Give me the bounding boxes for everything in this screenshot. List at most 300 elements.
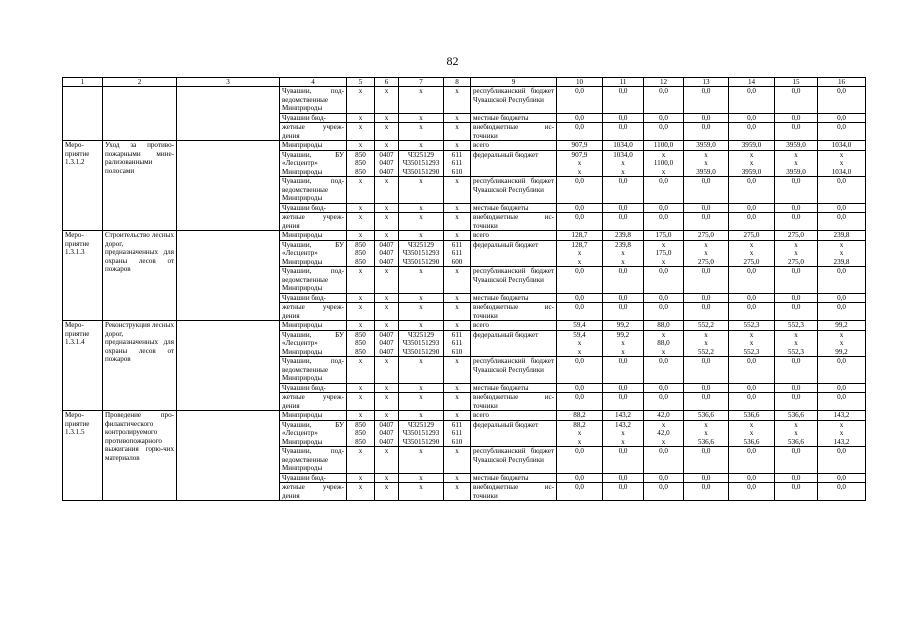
executor-cell: Чувашии, под-ведомственные Минприроды <box>280 177 347 204</box>
code-grbs: 850 850 850 <box>347 240 375 267</box>
value-cell: 0,0 <box>818 113 866 123</box>
value-cell: 0,0 <box>729 483 775 501</box>
value-cell: 0,0 <box>684 213 729 231</box>
funding-source: внебюджетные ис-точники <box>471 123 557 141</box>
value-cell: 0,0 <box>729 123 775 141</box>
value-cell: 0,0 <box>684 303 729 321</box>
empty-cell <box>177 231 280 321</box>
executor-cell: Чувашии бюд- <box>280 383 347 393</box>
value-cell: 0,0 <box>603 447 644 474</box>
code-grbs: x <box>347 411 375 421</box>
code-section: x <box>375 177 399 204</box>
value-cell: 0,0 <box>775 447 818 474</box>
value-cell: 0,0 <box>644 383 684 393</box>
value-cell: 536,6 <box>775 411 818 421</box>
value-cell: 0,0 <box>729 87 775 114</box>
funding-source: всего <box>471 321 557 331</box>
value-cell: x x 143,2 <box>818 420 866 447</box>
value-cell: 0,0 <box>729 113 775 123</box>
value-cell: 0,0 <box>603 87 644 114</box>
funding-source: внебюджетные ис-точники <box>471 483 557 501</box>
value-cell: 0,0 <box>775 87 818 114</box>
value-cell: x x 552,3 <box>729 330 775 357</box>
funding-source: местные бюджеты <box>471 473 557 483</box>
value-cell: 0,0 <box>684 483 729 501</box>
value-cell: 907,9 x x <box>557 150 603 177</box>
code-grbs: x <box>347 231 375 241</box>
value-cell: 175,0 <box>644 231 684 241</box>
column-number-row <box>63 78 866 87</box>
code-expense: x <box>444 231 471 241</box>
value-cell: 239,8 x x <box>603 240 644 267</box>
code-grbs: x <box>347 321 375 331</box>
measure-title: Реконструкция лесных дорог, предназначенных для охраны лесов от пожаров <box>103 321 177 411</box>
value-cell: 88,2 <box>557 411 603 421</box>
measure-title: Строительство лесных дорог, предназначенных для охраны лесов от пожаров <box>103 231 177 321</box>
value-cell: 88,2 x x <box>557 420 603 447</box>
code-target: x <box>399 203 444 213</box>
value-cell: 0,0 <box>644 177 684 204</box>
code-expense: 611 611 610 <box>444 420 471 447</box>
value-cell: 0,0 <box>818 123 866 141</box>
code-expense: x <box>444 383 471 393</box>
executor-cell: Чувашии, под-ведомственные Минприроды <box>280 357 347 384</box>
measure-number <box>63 87 103 141</box>
value-cell: 907,9 <box>557 141 603 151</box>
value-cell: 552,2 <box>684 321 729 331</box>
value-cell: 0,0 <box>603 473 644 483</box>
value-cell: 0,0 <box>684 203 729 213</box>
value-cell: 0,0 <box>557 177 603 204</box>
value-cell: 1034,0 x x <box>603 150 644 177</box>
value-cell: 0,0 <box>818 473 866 483</box>
value-cell: 0,0 <box>775 203 818 213</box>
value-cell: 0,0 <box>684 293 729 303</box>
value-cell: 0,0 <box>644 293 684 303</box>
code-grbs: 850 850 850 <box>347 330 375 357</box>
code-grbs: x <box>347 113 375 123</box>
executor-cell: Чувашии бюд- <box>280 113 347 123</box>
column-number-cell: 6 <box>375 78 399 87</box>
value-cell: 0,0 <box>603 303 644 321</box>
column-number-cell: 9 <box>471 78 557 87</box>
code-target: x <box>399 87 444 114</box>
column-number-cell: 1 <box>63 78 103 87</box>
value-cell: 0,0 <box>775 303 818 321</box>
value-cell: 0,0 <box>644 303 684 321</box>
value-cell: 0,0 <box>644 113 684 123</box>
code-target: x <box>399 231 444 241</box>
value-cell: x 175,0 x <box>644 240 684 267</box>
code-section: x <box>375 267 399 294</box>
value-cell: 0,0 <box>729 213 775 231</box>
value-cell: 0,0 <box>818 203 866 213</box>
code-section: x <box>375 483 399 501</box>
code-section: x <box>375 123 399 141</box>
value-cell: 0,0 <box>603 177 644 204</box>
value-cell: 0,0 <box>684 87 729 114</box>
column-number-cell: 2 <box>103 78 177 87</box>
measure-number: Меро-приятие 1.3.1.3 <box>63 231 103 321</box>
funding-source: местные бюджеты <box>471 203 557 213</box>
table-row <box>63 141 866 151</box>
value-cell: 0,0 <box>818 267 866 294</box>
value-cell: 552,3 <box>729 321 775 331</box>
executor-cell: Чувашии, под-ведомственные Минприроды <box>280 447 347 474</box>
code-grbs: x <box>347 357 375 384</box>
table-row <box>63 87 866 114</box>
executor-cell: Минприроды <box>280 321 347 331</box>
value-cell: 0,0 <box>644 267 684 294</box>
code-expense: x <box>444 123 471 141</box>
value-cell: 0,0 <box>775 123 818 141</box>
value-cell: x x 99,2 <box>818 330 866 357</box>
code-grbs: x <box>347 87 375 114</box>
code-grbs: x <box>347 383 375 393</box>
value-cell: 0,0 <box>644 213 684 231</box>
code-target: x <box>399 293 444 303</box>
value-cell: x x 552,3 <box>775 330 818 357</box>
executor-cell: Чувашии, под-ведомственные Минприроды <box>280 267 347 294</box>
code-section: x <box>375 411 399 421</box>
value-cell: 0,0 <box>818 357 866 384</box>
value-cell: 0,0 <box>557 383 603 393</box>
value-cell: 0,0 <box>729 383 775 393</box>
code-target: x <box>399 447 444 474</box>
column-number-cell: 8 <box>444 78 471 87</box>
code-section: 0407 0407 0407 <box>375 420 399 447</box>
column-number-cell: 14 <box>729 78 775 87</box>
value-cell: 59,4 <box>557 321 603 331</box>
funding-source: местные бюджеты <box>471 293 557 303</box>
executor-cell: Чувашии, БУ «Лесцентр» Минприроды <box>280 420 347 447</box>
code-target: x <box>399 123 444 141</box>
value-cell: 0,0 <box>557 447 603 474</box>
column-number-cell: 11 <box>603 78 644 87</box>
value-cell: 0,0 <box>557 267 603 294</box>
code-target: x <box>399 393 444 411</box>
code-grbs: x <box>347 293 375 303</box>
code-expense: 611 611 610 <box>444 330 471 357</box>
code-expense: x <box>444 393 471 411</box>
column-number-cell: 3 <box>177 78 280 87</box>
funding-source: федеральный бюджет <box>471 150 557 177</box>
funding-source: местные бюджеты <box>471 383 557 393</box>
measure-title: Проведение про-филактического контролируемого противопожарного выжигания горю-чих материалов <box>103 411 177 501</box>
value-cell: 0,0 <box>644 483 684 501</box>
value-cell: 0,0 <box>818 87 866 114</box>
value-cell: 0,0 <box>603 293 644 303</box>
code-expense: 611 611 610 <box>444 150 471 177</box>
value-cell: 42,0 <box>644 411 684 421</box>
value-cell: 239,8 <box>603 231 644 241</box>
funding-source: внебюджетные ис-точники <box>471 393 557 411</box>
value-cell: x x 275,0 <box>729 240 775 267</box>
column-number-cell: 4 <box>280 78 347 87</box>
value-cell: 99,2 x x <box>603 330 644 357</box>
code-expense: x <box>444 293 471 303</box>
column-number-cell: 12 <box>644 78 684 87</box>
value-cell: 0,0 <box>557 483 603 501</box>
value-cell: 0,0 <box>775 473 818 483</box>
code-section: x <box>375 203 399 213</box>
funding-source: федеральный бюджет <box>471 240 557 267</box>
value-cell: 0,0 <box>684 393 729 411</box>
value-cell: 0,0 <box>818 383 866 393</box>
value-cell: 536,6 <box>729 411 775 421</box>
value-cell: 1100,0 <box>644 141 684 151</box>
value-cell: 0,0 <box>557 303 603 321</box>
value-cell: 0,0 <box>729 177 775 204</box>
value-cell: 0,0 <box>644 357 684 384</box>
code-section: x <box>375 321 399 331</box>
value-cell: 0,0 <box>644 393 684 411</box>
executor-cell: жетные учреж-дения <box>280 303 347 321</box>
column-number-cell: 13 <box>684 78 729 87</box>
value-cell: x 42,0 x <box>644 420 684 447</box>
value-cell: 143,2 <box>603 411 644 421</box>
budget-table <box>62 77 866 501</box>
executor-cell: Чувашии бюд- <box>280 203 347 213</box>
value-cell: 0,0 <box>818 393 866 411</box>
code-expense: x <box>444 113 471 123</box>
value-cell: 0,0 <box>557 123 603 141</box>
code-target: x <box>399 113 444 123</box>
value-cell: 0,0 <box>818 177 866 204</box>
column-number-cell: 7 <box>399 78 444 87</box>
code-expense: x <box>444 483 471 501</box>
code-grbs: x <box>347 473 375 483</box>
funding-source: республиканский бюджет Чувашской Республики <box>471 267 557 294</box>
executor-cell: Чувашии, под-ведомственные Минприроды <box>280 87 347 114</box>
executor-cell: жетные учреж-дения <box>280 393 347 411</box>
value-cell: 0,0 <box>603 357 644 384</box>
code-section: x <box>375 231 399 241</box>
value-cell: x x 3959,0 <box>684 150 729 177</box>
value-cell: 275,0 <box>684 231 729 241</box>
value-cell: 0,0 <box>557 87 603 114</box>
value-cell: 0,0 <box>775 213 818 231</box>
code-expense: x <box>444 141 471 151</box>
value-cell: 275,0 <box>775 231 818 241</box>
measure-title: Уход за противо-пожарными мине-рализованными полосами <box>103 141 177 231</box>
funding-source: республиканский бюджет Чувашской Республики <box>471 177 557 204</box>
value-cell: 0,0 <box>557 473 603 483</box>
funding-source: всего <box>471 141 557 151</box>
value-cell: x 1100,0 x <box>644 150 684 177</box>
value-cell: 128,7 <box>557 231 603 241</box>
value-cell: 0,0 <box>644 473 684 483</box>
funding-source: федеральный бюджет <box>471 330 557 357</box>
value-cell: x x 275,0 <box>775 240 818 267</box>
value-cell: 0,0 <box>557 293 603 303</box>
code-target: x <box>399 321 444 331</box>
empty-cell <box>177 321 280 411</box>
code-section: x <box>375 383 399 393</box>
code-section: x <box>375 213 399 231</box>
value-cell: 0,0 <box>644 123 684 141</box>
code-section: 0407 0407 0407 <box>375 330 399 357</box>
value-cell: 0,0 <box>603 113 644 123</box>
value-cell: 0,0 <box>557 203 603 213</box>
value-cell: 143,2 <box>818 411 866 421</box>
value-cell: x x 536,6 <box>775 420 818 447</box>
code-expense: x <box>444 411 471 421</box>
value-cell: 0,0 <box>729 293 775 303</box>
code-target: x <box>399 411 444 421</box>
code-target: x <box>399 213 444 231</box>
code-grbs: x <box>347 213 375 231</box>
code-expense: 611 611 600 <box>444 240 471 267</box>
code-section: x <box>375 447 399 474</box>
code-target: Ч325129 Ч350151293 Ч350151290 <box>399 330 444 357</box>
value-cell: 3959,0 <box>775 141 818 151</box>
value-cell: 0,0 <box>775 113 818 123</box>
value-cell: 0,0 <box>684 473 729 483</box>
funding-source: всего <box>471 411 557 421</box>
measure-number: Меро-приятие 1.3.1.2 <box>63 141 103 231</box>
value-cell: 0,0 <box>557 213 603 231</box>
value-cell: 0,0 <box>729 203 775 213</box>
code-target: x <box>399 267 444 294</box>
executor-cell: жетные учреж-дения <box>280 213 347 231</box>
funding-source: республиканский бюджет Чувашской Республики <box>471 447 557 474</box>
funding-source: внебюджетные ис-точники <box>471 303 557 321</box>
value-cell: 275,0 <box>729 231 775 241</box>
value-cell: x x 552,2 <box>684 330 729 357</box>
value-cell: 0,0 <box>603 393 644 411</box>
value-cell: 0,0 <box>818 303 866 321</box>
value-cell: 0,0 <box>557 113 603 123</box>
executor-cell: Чувашии, БУ «Лесцентр» Минприроды <box>280 240 347 267</box>
code-section: 0407 0407 0407 <box>375 150 399 177</box>
value-cell: x 88,0 x <box>644 330 684 357</box>
funding-source: всего <box>471 231 557 241</box>
value-cell: 0,0 <box>775 293 818 303</box>
funding-source: республиканский бюджет Чувашской Республики <box>471 357 557 384</box>
value-cell: 0,0 <box>684 267 729 294</box>
measure-title <box>103 87 177 141</box>
code-expense: x <box>444 213 471 231</box>
value-cell: 0,0 <box>644 87 684 114</box>
code-section: 0407 0407 0407 <box>375 240 399 267</box>
code-section: x <box>375 357 399 384</box>
value-cell: x x 536,6 <box>684 420 729 447</box>
value-cell: 0,0 <box>603 203 644 213</box>
value-cell: 0,0 <box>775 267 818 294</box>
value-cell: 0,0 <box>603 383 644 393</box>
value-cell: 0,0 <box>818 293 866 303</box>
value-cell: x x 1034,0 <box>818 150 866 177</box>
column-number-cell: 10 <box>557 78 603 87</box>
value-cell: 99,2 <box>818 321 866 331</box>
value-cell: 143,2 x x <box>603 420 644 447</box>
code-expense: x <box>444 177 471 204</box>
code-target: x <box>399 483 444 501</box>
value-cell: 536,6 <box>684 411 729 421</box>
code-grbs: x <box>347 123 375 141</box>
code-section: x <box>375 293 399 303</box>
value-cell: 1034,0 <box>603 141 644 151</box>
executor-cell: Чувашии, БУ «Лесцентр» Минприроды <box>280 150 347 177</box>
code-section: x <box>375 303 399 321</box>
value-cell: x x 275,0 <box>684 240 729 267</box>
code-grbs: x <box>347 267 375 294</box>
executor-cell: Чувашии бюд- <box>280 293 347 303</box>
executor-cell: жетные учреж-дения <box>280 483 347 501</box>
code-section: x <box>375 87 399 114</box>
code-section: x <box>375 113 399 123</box>
table-row <box>63 411 866 421</box>
empty-cell <box>177 411 280 501</box>
value-cell: 0,0 <box>557 393 603 411</box>
measure-number: Меро-приятие 1.3.1.4 <box>63 321 103 411</box>
code-grbs: x <box>347 447 375 474</box>
value-cell: 0,0 <box>684 113 729 123</box>
value-cell: 0,0 <box>557 357 603 384</box>
value-cell: 0,0 <box>729 447 775 474</box>
table-body <box>63 78 866 501</box>
executor-cell: Минприроды <box>280 231 347 241</box>
measure-number: Меро-приятие 1.3.1.5 <box>63 411 103 501</box>
value-cell: x x 3959,0 <box>775 150 818 177</box>
value-cell: x x 3959,0 <box>729 150 775 177</box>
value-cell: 0,0 <box>684 357 729 384</box>
funding-source: федеральный бюджет <box>471 420 557 447</box>
value-cell: 0,0 <box>775 177 818 204</box>
value-cell: 3959,0 <box>729 141 775 151</box>
executor-cell: Чувашии бюд- <box>280 473 347 483</box>
code-grbs: x <box>347 303 375 321</box>
value-cell: 0,0 <box>729 393 775 411</box>
value-cell: 99,2 <box>603 321 644 331</box>
code-target: x <box>399 383 444 393</box>
code-target: Ч325129 Ч350151293 Ч350151290 <box>399 240 444 267</box>
value-cell: 0,0 <box>684 177 729 204</box>
code-expense: x <box>444 357 471 384</box>
executor-cell: Минприроды <box>280 141 347 151</box>
code-expense: x <box>444 447 471 474</box>
table-row <box>63 231 866 241</box>
executor-cell: Чувашии, БУ «Лесцентр» Минприроды <box>280 330 347 357</box>
code-expense: x <box>444 267 471 294</box>
executor-cell: жетные учреж-дения <box>280 123 347 141</box>
code-section: x <box>375 393 399 411</box>
code-target: x <box>399 177 444 204</box>
value-cell: 0,0 <box>603 267 644 294</box>
code-grbs: 850 850 850 <box>347 420 375 447</box>
value-cell: 128,7 x x <box>557 240 603 267</box>
code-expense: x <box>444 473 471 483</box>
value-cell: 552,3 <box>775 321 818 331</box>
value-cell: 0,0 <box>684 447 729 474</box>
value-cell: 0,0 <box>603 483 644 501</box>
value-cell: 0,0 <box>644 203 684 213</box>
code-expense: x <box>444 321 471 331</box>
code-section: x <box>375 141 399 151</box>
value-cell: 3959,0 <box>684 141 729 151</box>
value-cell: 0,0 <box>603 123 644 141</box>
column-number-cell: 15 <box>775 78 818 87</box>
code-target: Ч325129 Ч350151293 Ч350151290 <box>399 420 444 447</box>
code-target: Ч325129 Ч350151293 Ч350151290 <box>399 150 444 177</box>
value-cell: 0,0 <box>818 213 866 231</box>
value-cell: 0,0 <box>775 357 818 384</box>
value-cell: 0,0 <box>818 447 866 474</box>
value-cell: x x 239,8 <box>818 240 866 267</box>
value-cell: 0,0 <box>644 447 684 474</box>
value-cell: 1034,0 <box>818 141 866 151</box>
